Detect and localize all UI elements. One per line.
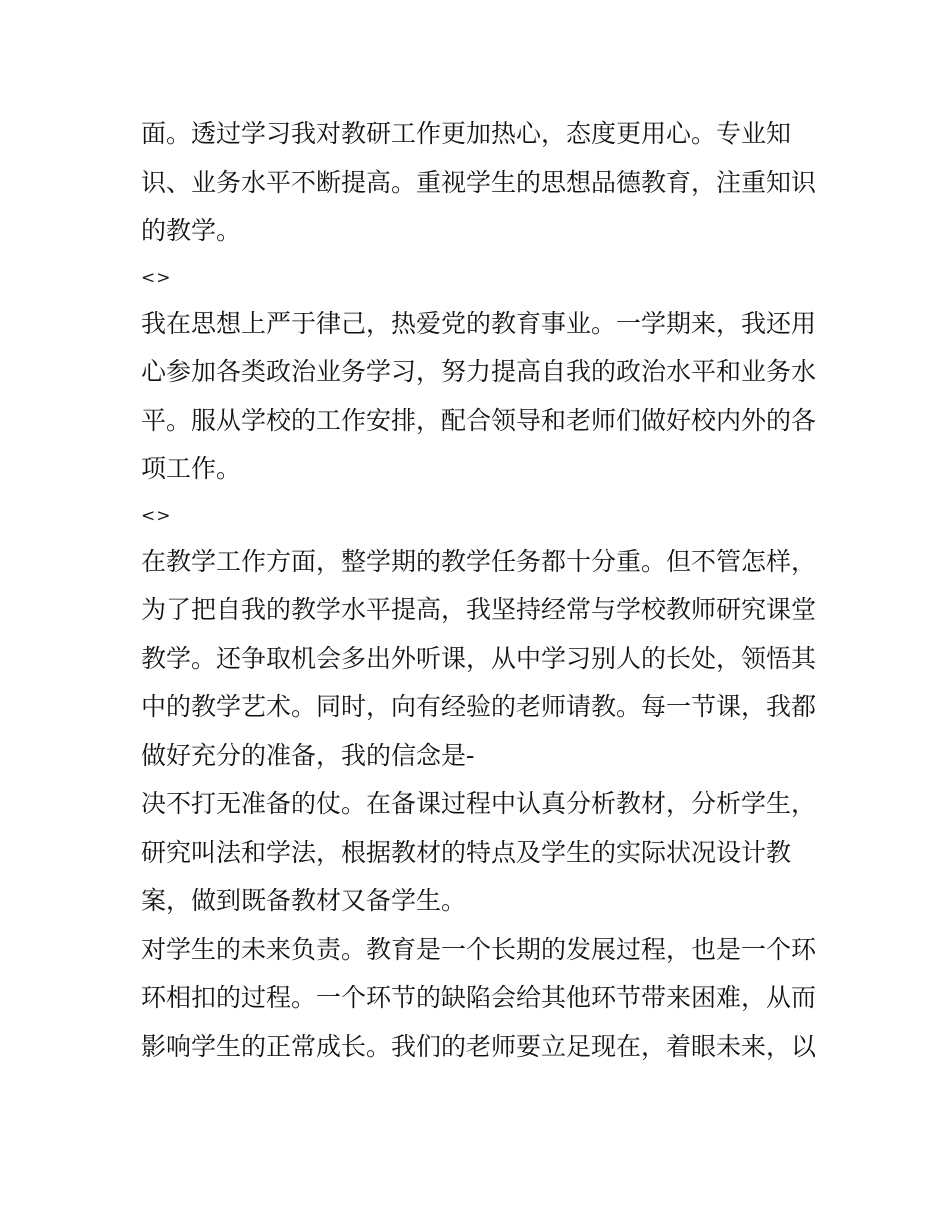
text-line: 我在思想上严于律己，热爱党的教育事业。一学期来，我还用 [141, 308, 817, 338]
text-line: 平。服从学校的工作安排，配合领导和老师们做好校内外的各 [141, 405, 817, 435]
text-line: 项工作。 [141, 454, 242, 483]
text-line: 心参加各类政治业务学习，努力提高自我的政治水平和业务水 [141, 357, 817, 386]
text-line: 中的教学艺术。同时，向有经验的老师请教。每一节课，我都 [141, 692, 817, 721]
text-line: 研究叫法和学法，根据教材的特点及学生的实际状况设计教 [141, 837, 792, 867]
text-line: 识、业务水平不断提高。重视学生的思想品德教育，注重知识 [141, 167, 817, 197]
document-body [141, 110, 821, 1071]
section-marker: <> [141, 267, 172, 288]
text-line: 面。透过学习我对教研工作更加热心，态度更用心。专业知 [141, 119, 792, 148]
text-line: 环相扣的过程。一个环节的缺陷会给其他环节带来困难，从而 [141, 983, 817, 1012]
section-marker: <> [141, 505, 172, 526]
text-line: 为了把自我的教学水平提高，我坚持经常与学校教师研究课堂 [141, 595, 817, 624]
text-line: 的教学。 [141, 216, 242, 245]
text-line: 影响学生的正常成长。我们的老师要立足现在，着眼未来，以 [141, 1031, 817, 1061]
text-line: 对学生的未来负责。教育是一个长期的发展过程，也是一个环 [141, 934, 817, 964]
text-line: 决不打无准备的仗。在备课过程中认真分析教材，分析学生， [141, 789, 817, 818]
text-line: 在教学工作方面，整学期的教学任务都十分重。但不管怎样， [141, 546, 817, 576]
text-line: 做好充分的准备，我的信念是- [141, 740, 475, 770]
text-line: 教学。还争取机会多出外听课，从中学习别人的长处，领悟其 [141, 643, 817, 673]
text-line: 案，做到既备教材又备学生。 [141, 886, 467, 915]
